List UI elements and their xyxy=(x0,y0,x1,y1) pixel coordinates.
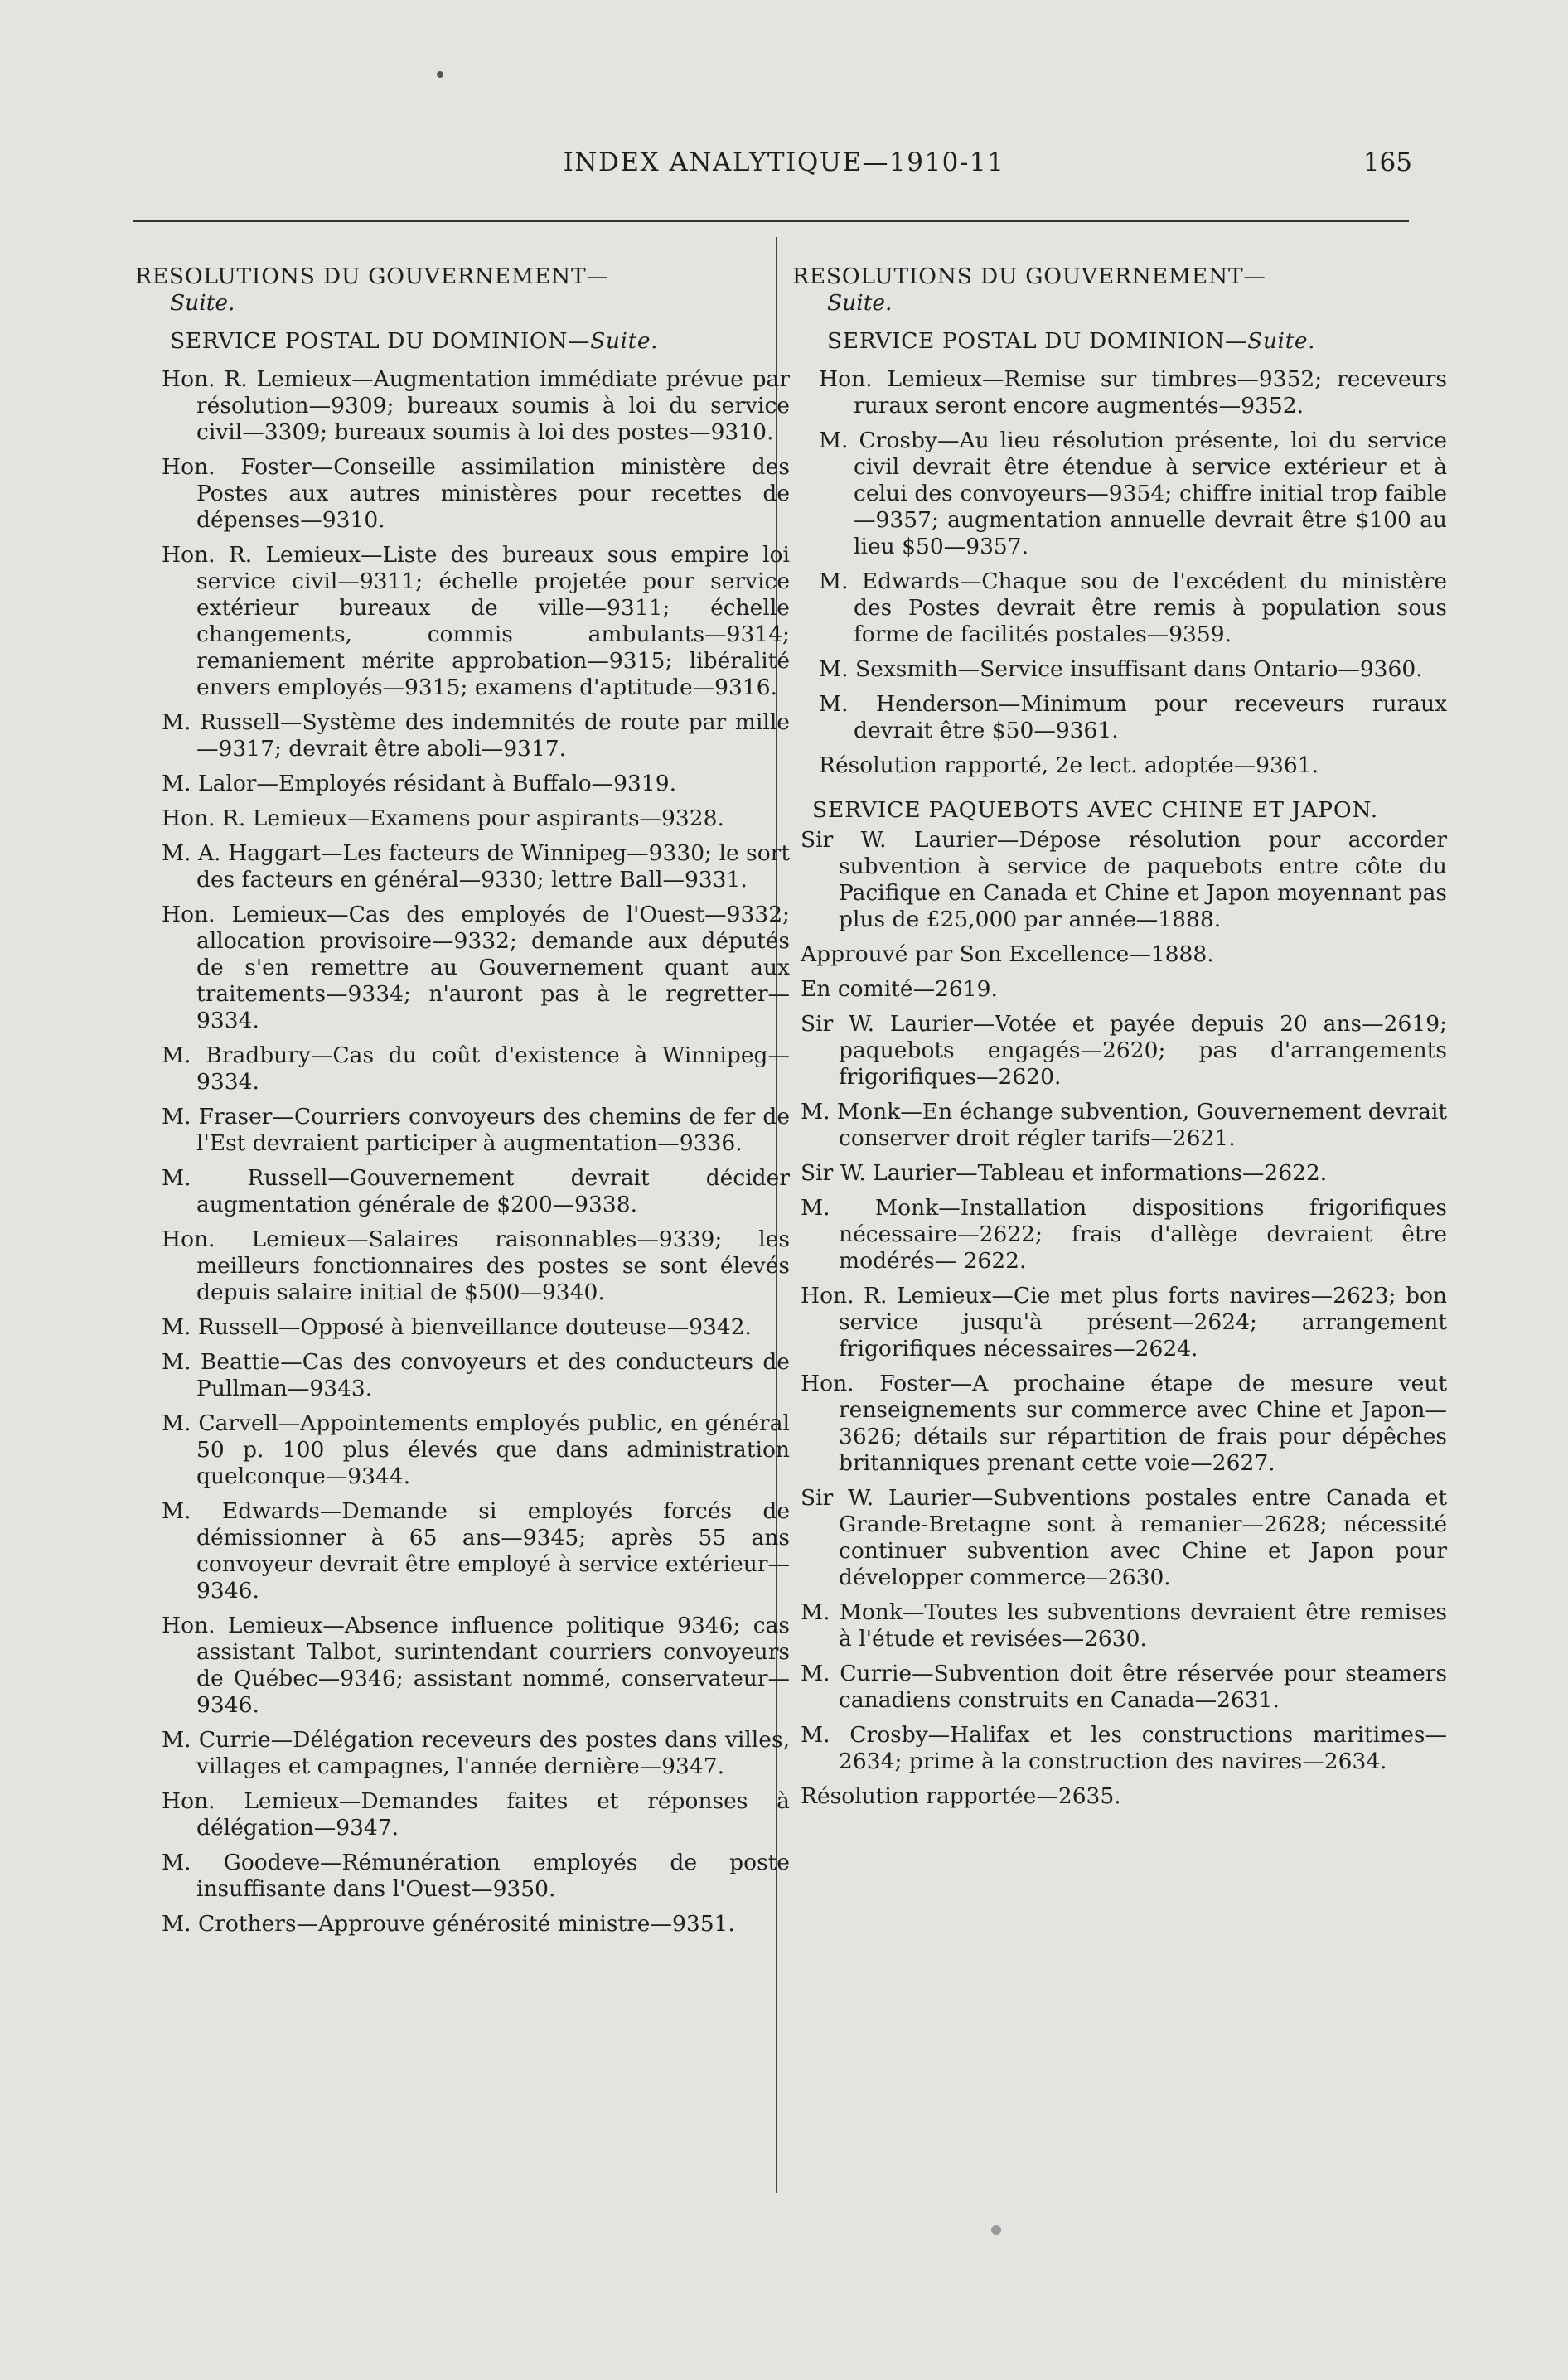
index-entry: Hon. R. Lemieux—Liste des bureaux sous empire loi service civil—9311; échelle projetée pour service extérieur bureaux de ville—9311; échelle changements, commis ambulants—9314; remaniement mérite approbation—9315; libéralité envers employés—9315; examens d'aptitude—9316. xyxy=(162,542,790,700)
subsection-title-paquebots: SERVICE PAQUEBOTS AVEC CHINE ET JAPON. xyxy=(812,797,1378,823)
section-suite: Suite. xyxy=(827,290,893,316)
index-entry: M. Bradbury—Cas du coût d'existence à Winnipeg—9334. xyxy=(162,1042,790,1095)
subsection-suite: Suite. xyxy=(1247,328,1316,354)
index-entry: M. Henderson—Minimum pour receveurs ruraux devrait être $50—9361. xyxy=(819,691,1447,743)
section-title: RESOLUTIONS DU GOUVERNEMENT— xyxy=(135,264,609,289)
index-entry: M. Russell—Gouvernement devrait décider augmentation générale de $200—9338. xyxy=(162,1165,790,1217)
subsection-main: SERVICE POSTAL DU DOMINION— xyxy=(827,328,1248,354)
index-entry: M. Currie—Subvention doit être réservée pour steamers canadiens construits en Canada—2631. xyxy=(801,1661,1447,1713)
index-entry: M. Russell—Opposé à bienveillance douteuse—9342. xyxy=(162,1314,752,1340)
subsection-suite: Suite. xyxy=(590,328,659,354)
index-entry: M. Monk—Toutes les subventions devraient être remises à l'étude et revisées—2630. xyxy=(801,1599,1447,1652)
index-entry: Hon. Foster—Conseille assimilation ministère des Postes aux autres ministères pour recettes de dépenses—9310. xyxy=(162,454,790,533)
index-entry: Résolution rapporté, 2e lect. adoptée—9361. xyxy=(819,752,1319,778)
header-rule xyxy=(133,220,1409,222)
index-entry: Hon. Lemieux—Remise sur timbres—9352; receveurs ruraux seront encore augmentés—9352. xyxy=(819,366,1447,418)
subsection-title xyxy=(827,328,1447,355)
index-entry: Sir W. Laurier—Votée et payée depuis 20 ans—2619; paquebots engagés—2620; pas d'arrangements frigorifiques—2620. xyxy=(801,1011,1447,1090)
index-entry: M. Carvell—Appointements employés public, en général 50 p. 100 plus élevés que dans administration quelconque—9344. xyxy=(162,1410,790,1489)
section-suite: Suite. xyxy=(170,290,235,316)
subsection-title xyxy=(170,328,790,355)
index-entry: Hon. R. Lemieux—Augmentation immédiate prévue par résolution—9309; bureaux soumis à loi du service civil—3309; bureaux soumis à loi des postes—9310. xyxy=(162,366,790,445)
index-entry: M. Sexsmith—Service insuffisant dans Ontario—9360. xyxy=(819,656,1423,682)
index-entry: M. Monk—Installation dispositions frigorifiques nécessaire—2622; frais d'allège devraient être modérés— 2622. xyxy=(801,1195,1447,1274)
index-entry: Approuvé par Son Excellence—1888. xyxy=(801,941,1214,967)
index-entry: Sir W. Laurier—Tableau et informations—2622. xyxy=(801,1160,1328,1186)
index-entry: M. Goodeve—Rémunération employés de poste insuffisante dans l'Ouest—9350. xyxy=(162,1850,790,1902)
index-entry: Résolution rapportée—2635. xyxy=(801,1783,1121,1809)
index-entry: Hon. Lemieux—Absence influence politique 9346; cas assistant Talbot, surintendant courriers convoyeurs de Québec—9346; assistant nommé, conservateur—9346. xyxy=(162,1613,790,1718)
paper-speck xyxy=(991,2225,1001,2235)
index-entry: M. A. Haggart—Les facteurs de Winnipeg—9330; le sort des facteurs en général—9330; lettre Ball—9331. xyxy=(162,840,790,892)
index-entry: M. Crosby—Au lieu résolution présente, loi du service civil devrait être étendue à service extérieur et à celui des convoyeurs—9354; chiffre initial trop faible—9357; augmentation annuelle devrait être $100 au lieu $50—9357. xyxy=(819,428,1447,559)
index-entry: Hon. Foster—A prochaine étape de mesure veut renseignements sur commerce avec Chine et Japon—3626; détails sur répartition de frais pour dépêches britanniques prenant cette voie—2627. xyxy=(801,1371,1447,1476)
section-title: RESOLUTIONS DU GOUVERNEMENT— xyxy=(792,264,1266,289)
index-entry: Hon. Lemieux—Demandes faites et réponses à délégation—9347. xyxy=(162,1788,790,1841)
index-entry: Sir W. Laurier—Dépose résolution pour accorder subvention à service de paquebots entre côte du Pacifique en Canada et Chine et Japon moyennant pas plus de £25,000 par année—1888. xyxy=(801,827,1447,932)
index-entry: M. Crosby—Halifax et les constructions maritimes—2634; prime à la construction des navires—2634. xyxy=(801,1722,1447,1774)
index-entry: M. Fraser—Courriers convoyeurs des chemins de fer de l'Est devraient participer à augmentation—9336. xyxy=(162,1104,790,1156)
index-entry: M. Russell—Système des indemnités de route par mille—9317; devrait être aboli—9317. xyxy=(162,709,790,762)
index-entry: Sir W. Laurier—Subventions postales entre Canada et Grande-Bretagne sont à remanier—2628; nécessité continuer subvention avec Chine et Japon pour développer commerce—2630. xyxy=(801,1485,1447,1590)
entry-list xyxy=(135,366,790,1937)
index-entry: Hon. Lemieux—Cas des employés de l'Ouest—9332; allocation provisoire—9332; demande aux députés de s'en remettre au Gouvernement quant aux traitements—9334; n'auront pas à le regretter—9334. xyxy=(162,902,790,1033)
entry-list xyxy=(792,366,1447,779)
running-head: INDEX ANALYTIQUE—1910-11 xyxy=(563,148,1005,177)
entry-list-paquebots xyxy=(792,827,1447,1810)
index-entry: En comité—2619. xyxy=(801,976,998,1002)
index-entry: M. Edwards—Chaque sou de l'excédent du ministère des Postes devrait être remis à population sous forme de facilités postales—9359. xyxy=(819,568,1447,647)
index-entry: M. Crothers—Approuve générosité ministre—9351. xyxy=(162,1911,735,1937)
index-entry: M. Lalor—Employés résidant à Buffalo—9319. xyxy=(162,771,677,796)
index-entry: Hon. R. Lemieux—Cie met plus forts navires—2623; bon service jusqu'à présent—2624; arrangement frigorifiques nécessaires—2624. xyxy=(801,1283,1447,1362)
subsection-main: SERVICE POSTAL DU DOMINION— xyxy=(170,328,591,354)
index-entry: M. Monk—En échange subvention, Gouvernement devrait conserver droit régler tarifs—2621. xyxy=(801,1099,1447,1151)
index-entry: Hon. R. Lemieux—Examens pour aspirants—9328. xyxy=(162,805,724,831)
left-column xyxy=(135,264,790,1946)
index-entry: M. Edwards—Demande si employés forcés de démissionner à 65 ans—9345; après 55 ans convoyeur devrait être employé à service extérieur—9346. xyxy=(162,1498,790,1604)
paper-speck xyxy=(437,71,443,78)
index-entry: M. Currie—Délégation receveurs des postes dans villes, villages et campagnes, l'année dernière—9347. xyxy=(162,1727,790,1779)
index-entry: M. Beattie—Cas des convoyeurs et des conducteurs de Pullman—9343. xyxy=(162,1349,790,1401)
page-number: 165 xyxy=(1362,148,1412,177)
index-entry: Hon. Lemieux—Salaires raisonnables—9339; les meilleurs fonctionnaires des postes se sont élevés depuis salaire initial de $500—9340. xyxy=(162,1226,790,1305)
right-column xyxy=(792,264,1447,1818)
